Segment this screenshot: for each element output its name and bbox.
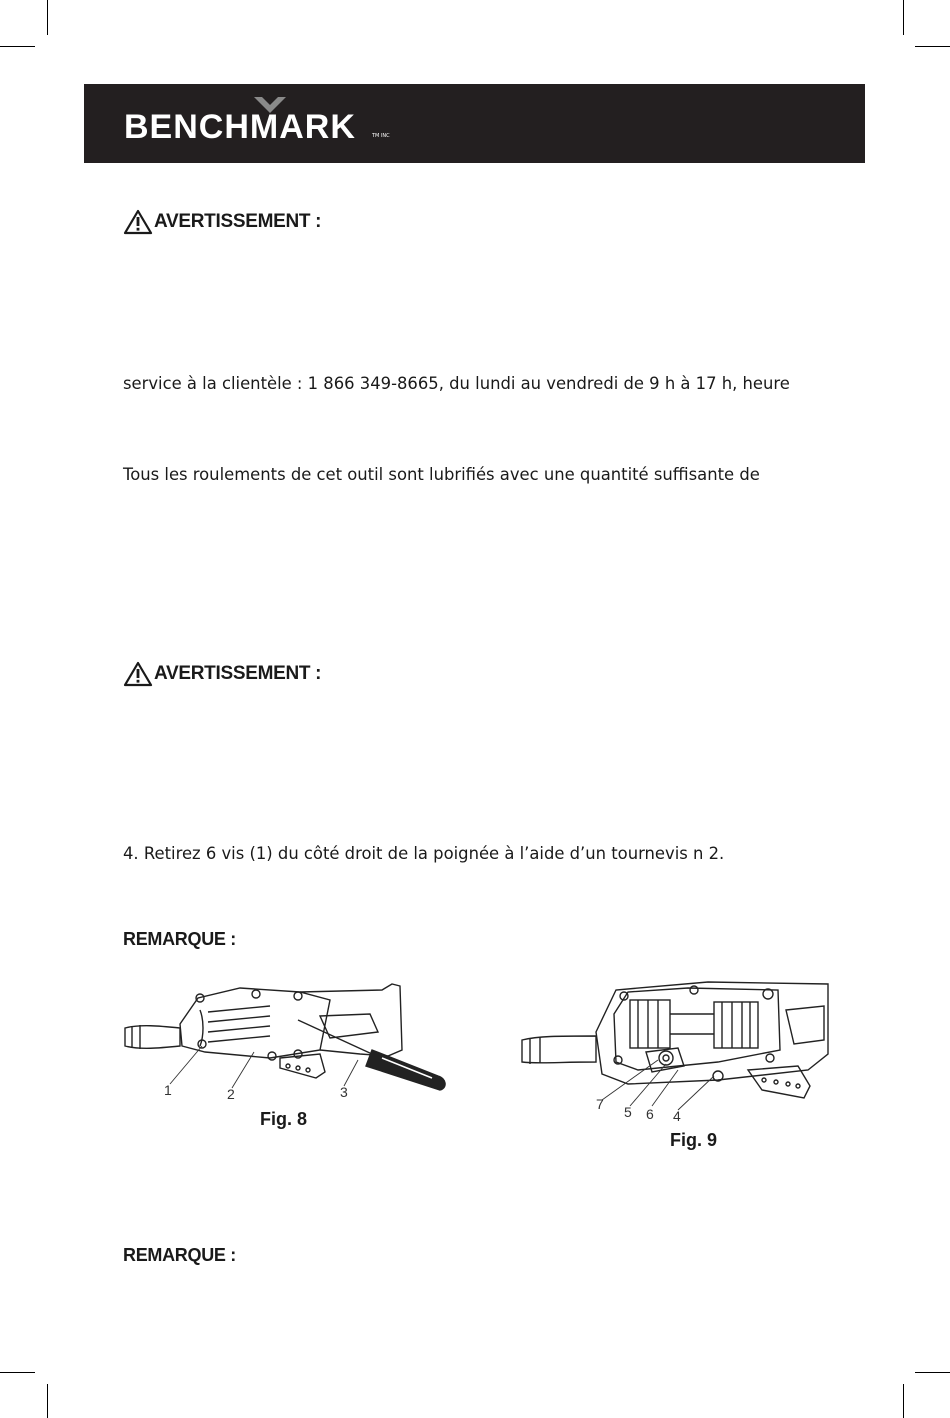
brand-logo: BENCHMARK [124, 108, 356, 146]
warning-triangle-icon [123, 209, 153, 235]
note-heading: REMARQUE : [123, 1245, 236, 1265]
crop-mark [903, 0, 904, 35]
crop-mark [915, 1372, 950, 1373]
warning-heading [123, 660, 321, 688]
figure-9-drawing [518, 974, 834, 1114]
figure-9-callout: 5 [624, 1104, 632, 1120]
figure-9-caption: Fig. 9 [670, 1130, 718, 1150]
figure-9-callout: 6 [646, 1106, 654, 1122]
step-4-paragraph: 4. Retirez 6 vis (1) du côté droit de la poignée à l’aide d’un tournevis n 2. [123, 844, 725, 863]
figure-9-callout: 7 [596, 1096, 604, 1112]
warning-label: AVERTISSEMENT : [154, 663, 322, 684]
crop-mark [0, 46, 35, 47]
crop-mark [0, 1372, 35, 1373]
logo-trademark: TM INC [372, 133, 390, 139]
figure-8-caption: Fig. 8 [260, 1109, 308, 1129]
figure-9-callout: 4 [673, 1108, 681, 1124]
bearings-paragraph: Tous les roulements de cet outil sont lubrifiés avec une quantité suffisante de [123, 465, 760, 484]
warning-label: AVERTISSEMENT : [154, 211, 322, 232]
figure-8-callout: 2 [227, 1086, 235, 1102]
note-heading: REMARQUE : [123, 929, 236, 949]
service-paragraph: service à la clientèle : 1 866 349-8665, du lundi au vendredi de 9 h à 17 h, heure [123, 374, 790, 393]
crop-mark [915, 46, 950, 47]
crop-mark [47, 1384, 48, 1418]
figure-8-callout: 3 [340, 1084, 348, 1100]
page-header [84, 84, 865, 163]
crop-mark [47, 0, 48, 35]
warning-triangle-icon [123, 661, 153, 687]
warning-heading [123, 208, 321, 236]
crop-mark [903, 1384, 904, 1418]
figure-8-callout: 1 [164, 1082, 172, 1098]
